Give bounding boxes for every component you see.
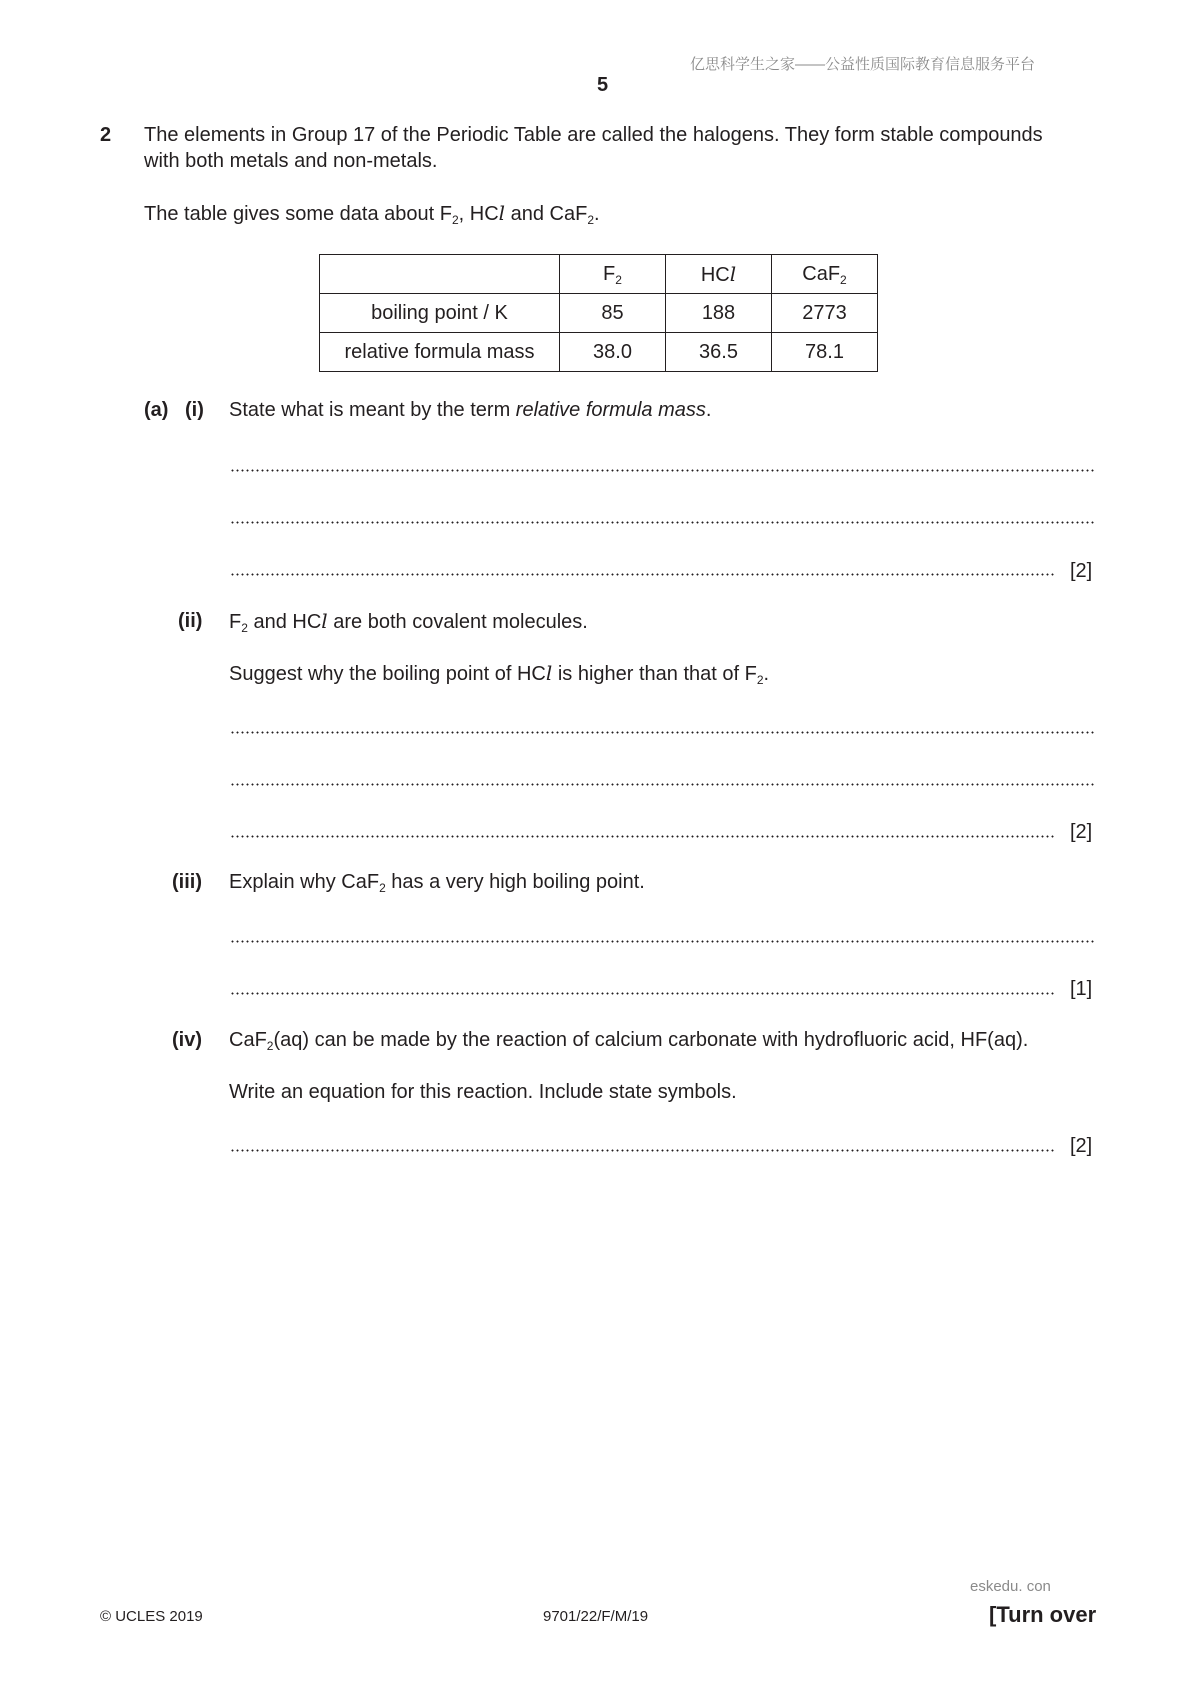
part-a-ii-sub2: 2 (756, 673, 764, 687)
footer-watermark: eskedu. con (970, 1578, 1051, 1595)
part-a-iv-statement (229, 1028, 1028, 1052)
part-a-i-end: . (705, 399, 712, 421)
answer-line-a-iii-1[interactable] (230, 940, 1096, 943)
header-hcl-text: HC (700, 263, 730, 286)
table-intro-text-2: , HC (458, 203, 499, 225)
part-a-iv-sub: 2 (266, 1039, 274, 1053)
part-a-ii-s1: F (229, 611, 242, 633)
cell-mass-caf2: 78.1 (772, 333, 878, 372)
marks-a-i: [2] (1070, 560, 1093, 582)
header-caf2-text: CaF (802, 262, 841, 285)
part-a-ii-ell2: l (545, 661, 553, 685)
table-intro-text-1: The table gives some data about F (144, 203, 452, 225)
part-a-label: (a) (144, 399, 169, 421)
answer-line-a-i-3[interactable] (230, 573, 1056, 576)
table-intro-ell: l (498, 201, 506, 225)
cell-boiling-hcl: 188 (666, 294, 772, 333)
page-number: 5 (597, 74, 609, 96)
cell-mass-f2: 38.0 (560, 333, 666, 372)
table-intro-sub-1: 2 (451, 213, 459, 227)
header-hcl-ell: l (729, 261, 737, 286)
table-corner-cell (320, 255, 560, 294)
intro-line-1: The elements in Group 17 of the Periodic Table are called the halogens. They form stable compounds (144, 124, 1043, 146)
marks-a-iii: [1] (1070, 978, 1093, 1000)
header-f2-sub: 2 (615, 272, 622, 287)
part-a-ii-ell1: l (321, 609, 328, 633)
part-a-ii-sub1: 2 (241, 621, 248, 635)
part-a-iii-label: (iii) (172, 871, 202, 893)
table-row (320, 333, 878, 372)
header-f2 (560, 255, 666, 294)
header-caf2 (772, 255, 878, 294)
answer-line-a-ii-1[interactable] (230, 731, 1096, 734)
data-table (319, 254, 878, 372)
part-a-ii-label: (ii) (178, 610, 203, 632)
answer-line-a-iv-1[interactable] (230, 1149, 1056, 1152)
answer-line-a-ii-2[interactable] (230, 783, 1096, 786)
part-a-iii-t1: Explain why CaF (229, 871, 380, 893)
header-caf2-sub: 2 (840, 272, 847, 287)
part-a-ii-s3: are both covalent molecules. (327, 611, 588, 633)
cell-mass-hcl: 36.5 (666, 333, 772, 372)
marks-a-iv: [2] (1070, 1135, 1093, 1157)
part-a-i-text: State what is meant by the term (229, 399, 516, 421)
intro-line-2: with both metals and non-metals. (144, 150, 438, 172)
cell-boiling-f2: 85 (560, 294, 666, 333)
table-intro-text-4: . (594, 203, 600, 225)
row-label-formula-mass: relative formula mass (320, 333, 560, 372)
part-a-iii-t2: has a very high boiling point. (385, 871, 645, 893)
part-a-ii-prompt (229, 661, 769, 686)
question-number: 2 (100, 124, 112, 146)
table-intro-text-3: and CaF (505, 203, 588, 225)
part-a-ii-q2: is higher than that of F (552, 663, 757, 685)
table-row (320, 294, 878, 333)
part-a-i-prompt (229, 398, 711, 422)
row-label-boiling-point: boiling point / K (320, 294, 560, 333)
part-a-ii-q3: . (763, 663, 770, 685)
part-a-iv-label: (iv) (172, 1029, 202, 1051)
part-a-ii-s2: and HC (247, 611, 322, 633)
table-intro-sub-2: 2 (587, 213, 595, 227)
part-a-iii-sub: 2 (379, 881, 386, 895)
copyright: © UCLES 2019 (100, 1608, 203, 1625)
answer-line-a-i-2[interactable] (230, 521, 1096, 524)
header-watermark: 亿思科学生之家——公益性质国际教育信息服务平台 (690, 56, 1036, 73)
answer-line-a-iii-2[interactable] (230, 992, 1056, 995)
part-a-iv-t1: CaF (229, 1029, 267, 1051)
part-a-iv-prompt: Write an equation for this reaction. Include state symbols. (229, 1081, 737, 1103)
paper-code: 9701/22/F/M/19 (543, 1608, 649, 1625)
table-header-row (320, 255, 878, 294)
marks-a-ii: [2] (1070, 821, 1093, 843)
header-f2-text: F (603, 262, 616, 285)
part-a-i-term: relative formula mass (515, 399, 706, 421)
part-a-i-label: (i) (185, 399, 204, 421)
part-a-iv-t2: (aq) can be made by the reaction of calcium carbonate with hydrofluoric acid, HF(aq). (273, 1029, 1029, 1051)
table-intro (144, 201, 600, 226)
part-a-ii-statement (229, 609, 588, 634)
turn-over: [Turn over (989, 1602, 1097, 1627)
answer-line-a-ii-3[interactable] (230, 835, 1056, 838)
part-a-ii-q1: Suggest why the boiling point of HC (229, 663, 546, 685)
part-a-iii-prompt (229, 870, 645, 894)
cell-boiling-caf2: 2773 (772, 294, 878, 333)
header-hcl (666, 255, 772, 294)
answer-line-a-i-1[interactable] (230, 469, 1096, 472)
